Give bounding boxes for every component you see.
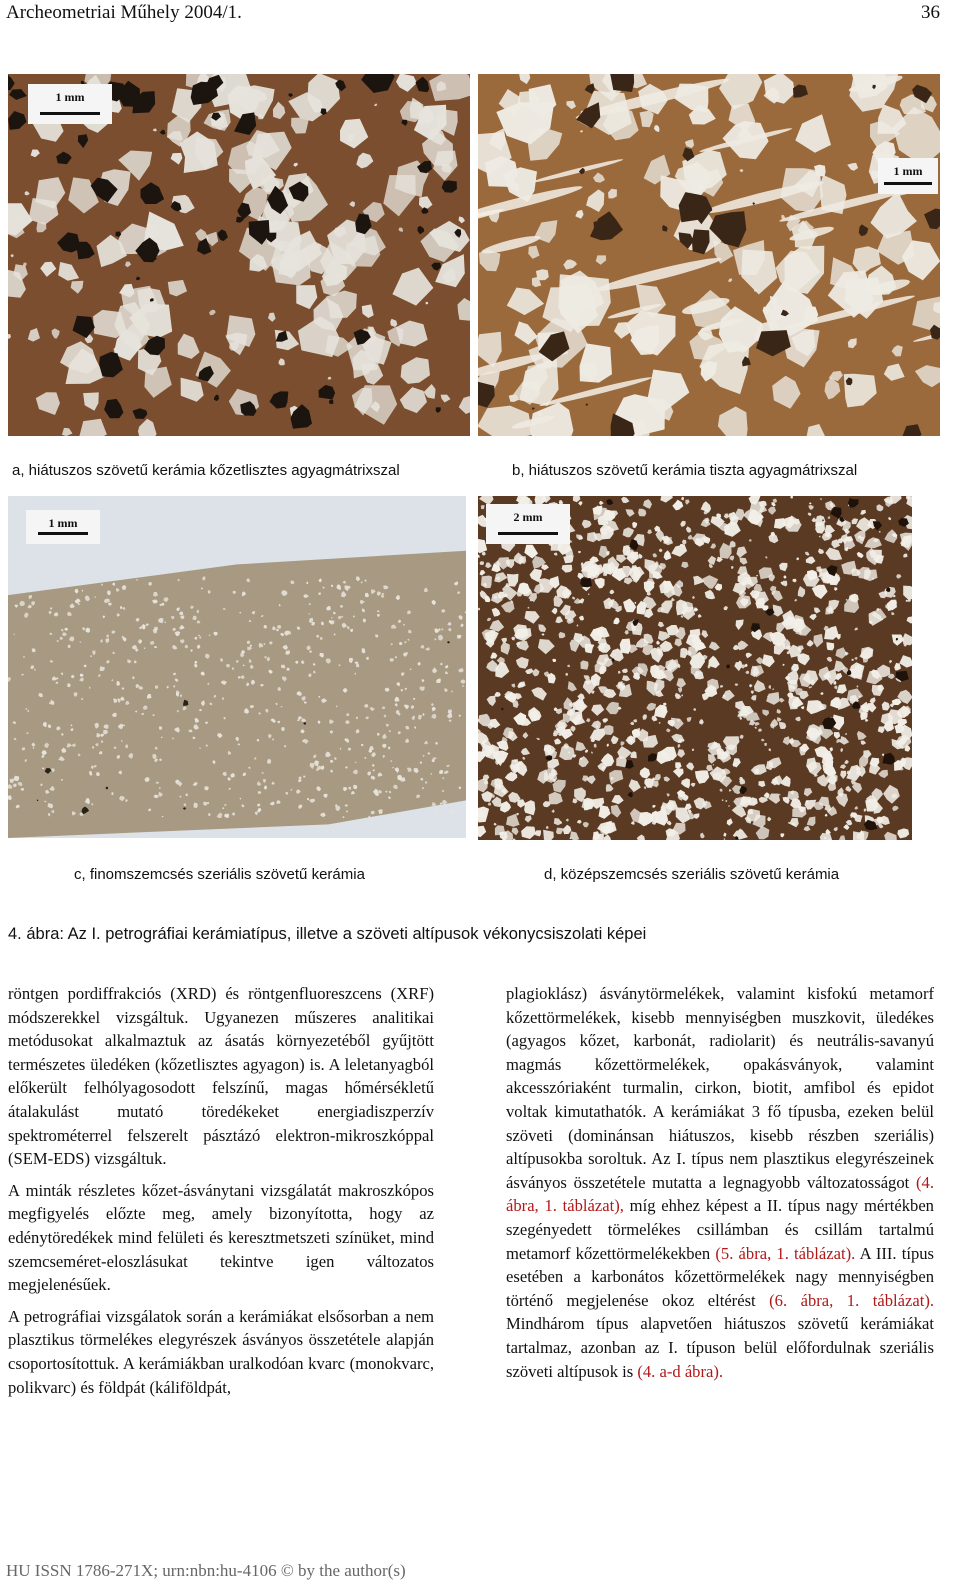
scale-label-a: 1 mm xyxy=(55,90,85,104)
figure-caption: 4. ábra: Az I. petrográfiai kerámiatípus, illetve a szöveti altípusok vékonycsiszolati képei xyxy=(8,925,647,943)
scale-label-d: 2 mm xyxy=(513,510,543,524)
thin-section-photo-a xyxy=(8,74,470,436)
mineral-grain xyxy=(353,785,357,790)
photo-d-texture xyxy=(478,496,912,840)
scale-bar-c xyxy=(26,510,100,544)
page-number: 36 xyxy=(921,2,940,23)
opaque-grain xyxy=(610,74,634,92)
mineral-grain xyxy=(21,788,24,791)
scale-line-a xyxy=(40,112,100,115)
photo-c-texture xyxy=(8,496,466,838)
thin-section-photo-d xyxy=(478,496,912,840)
scale-line-b xyxy=(884,182,932,185)
scale-label-c: 1 mm xyxy=(48,516,78,530)
photo-a-texture xyxy=(8,74,470,436)
caption-b: b, hiátuszos szövetű kerámia tiszta agyagmátrixszal xyxy=(512,462,858,479)
mineral-grain xyxy=(580,660,588,669)
photo-b-texture xyxy=(478,74,940,436)
mineral-grain xyxy=(620,639,631,654)
scale-bar-b xyxy=(878,158,938,194)
scale-bar-a xyxy=(28,84,112,124)
text-segment: míg ehhez képest a II. típus nagy mértékben szegényedett törmelékes csillámban és csillám tartalmú metamorf kőzettörmelékekben xyxy=(506,1196,934,1263)
scale-label-b: 1 mm xyxy=(893,164,923,178)
caption-d: d, középszemcsés szeriális szövetű kerámia xyxy=(544,866,840,883)
left-paragraph-2: A minták részletes kőzet-ásványtani vizsgálatát makroszkópos megfigyelés előzte meg, amely bizonyította, hogy az edénytöredékek mind felületi és keresztmetszeti színüket, mind szemcseméret-eloszlásukat tekintve igen változatos megjelenésűek. xyxy=(8,1180,434,1295)
figure-reference-link[interactable]: (4. a-d ábra). xyxy=(637,1361,724,1381)
text-segment: Mindhárom típus alapvetően hiátuszos szövetű kerámiákat tartalmaz, azonban az I. típuson belül előfordulnak szeriális szöveti altípusok is xyxy=(506,1314,934,1381)
left-paragraph-1: röntgen pordiffrakciós (XRD) és röntgenfluoreszcens (XRF) módszerekkel vizsgáltuk. Ugyanezen műszeres analitikai metódusokat alkalmaztuk az ásatás környezetéből gyűjtött természetes üledéken (kőzetlisztes agyagon) is. A leletanyagból előkerült felhólyagosodott felszínű, magas hőmérsékletű átalakulást mutató töredékeket energiadiszperzív spektrométerrel felszerelt pásztázó elektron-mikroszkóppal (SEM-EDS) vizsgáltuk. xyxy=(8,984,434,1169)
figure-reference-link[interactable]: (4. ábra, 1. táblázat), xyxy=(506,1172,934,1216)
scale-bar-d xyxy=(486,504,570,544)
right-paragraph xyxy=(506,982,934,1383)
mineral-grain xyxy=(481,576,492,589)
thin-section-photo-c xyxy=(8,496,466,838)
caption-a: a, hiátuszos szövetű kerámia kőzetlisztes agyagmátrixszal xyxy=(12,462,400,479)
mineral-grain xyxy=(788,696,799,710)
scale-line-c xyxy=(38,532,88,535)
thin-section-photo-b xyxy=(478,74,940,436)
figure-reference-link[interactable]: (6. ábra, 1. táblázat). xyxy=(769,1290,934,1310)
caption-c: c, finomszemcsés szeriális szövetű kerámia xyxy=(74,866,365,883)
text-segment: A III. típus esetében a karbonátos kőzettörmelékek nagy mennyiségben történő megjelenése okoz eltérést xyxy=(506,1243,934,1310)
mineral-grain xyxy=(429,74,470,101)
text-segment: plagioklász) ásványtörmelékek, valamint kisfokú metamorf kőzettörmelékek, kisebb mennyiségben muszkovit, üledékes (agyagos kőzet, karbonát, radiolarit) és neutrális-savanyú magmás kőzettörmelékek, opakásványok, valamint akcesszóriaként turmalin, cirkon, biotit, amfibol és epidot voltak kimutathatók. A kerámiákat 3 fő típusba, ezeken belül szöveti (dominánsan hiátuszos, kisebb részben szeriális) altípusokba soroltuk. Az I. típus nem plasztikus elegyrészeinek ásványos összetétele mutatta a legnagyobb változatosságot xyxy=(506,984,934,1192)
figure-reference-link[interactable]: (5. ábra, 1. táblázat). xyxy=(715,1243,856,1263)
left-paragraph-3: A petrográfiai vizsgálatok során a kerámiákat elsősorban a nem plasztikus törmelékes elegyrészek ásványos összetétele alapján csoportosítottuk. A kerámiákban uralkodóan kvarc (monokvarc, polikvarc) és földpát (káliföldpát, xyxy=(8,1306,434,1397)
journal-header: Archeometriai Műhely 2004/1. xyxy=(6,2,242,23)
right-column xyxy=(506,982,934,1391)
mineral-grain xyxy=(826,642,834,650)
mineral-grain xyxy=(356,664,359,667)
left-column xyxy=(8,982,434,1407)
mineral-grain xyxy=(764,743,767,746)
footer-issn: HU ISSN 1786-271X; urn:nbn:hu-4106 © by the author(s) xyxy=(6,1561,406,1580)
mineral-grain xyxy=(790,496,793,499)
scale-line-d xyxy=(498,532,558,535)
